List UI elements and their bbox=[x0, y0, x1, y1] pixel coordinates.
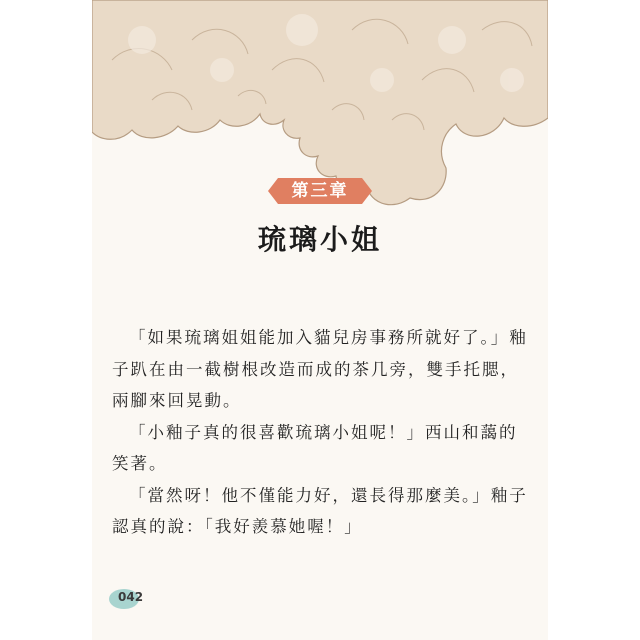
book-page bbox=[92, 0, 548, 640]
cloud-illustration bbox=[92, 0, 548, 250]
chapter-badge bbox=[268, 178, 372, 204]
paragraph: 「當然呀！他不僅能力好，還長得那麼美。」釉子認真的說：「我好羨慕她喔！」 bbox=[112, 485, 528, 536]
page-number-badge bbox=[108, 588, 156, 610]
chapter-label: 第三章 bbox=[291, 181, 349, 201]
chapter-title: 琉璃小姐 bbox=[257, 223, 382, 256]
paragraph: 「小釉子真的很喜歡琉璃小姐呢！」西山和藹的笑著。 bbox=[112, 422, 518, 473]
paragraph: 「如果琉璃姐姐能加入貓兒房事務所就好了。」釉子趴在由一截樹根改造而成的茶几旁，雙手托腮，兩腳來回晃動。 bbox=[112, 328, 528, 410]
page-number: 042 bbox=[118, 590, 144, 604]
body-text bbox=[112, 322, 532, 543]
